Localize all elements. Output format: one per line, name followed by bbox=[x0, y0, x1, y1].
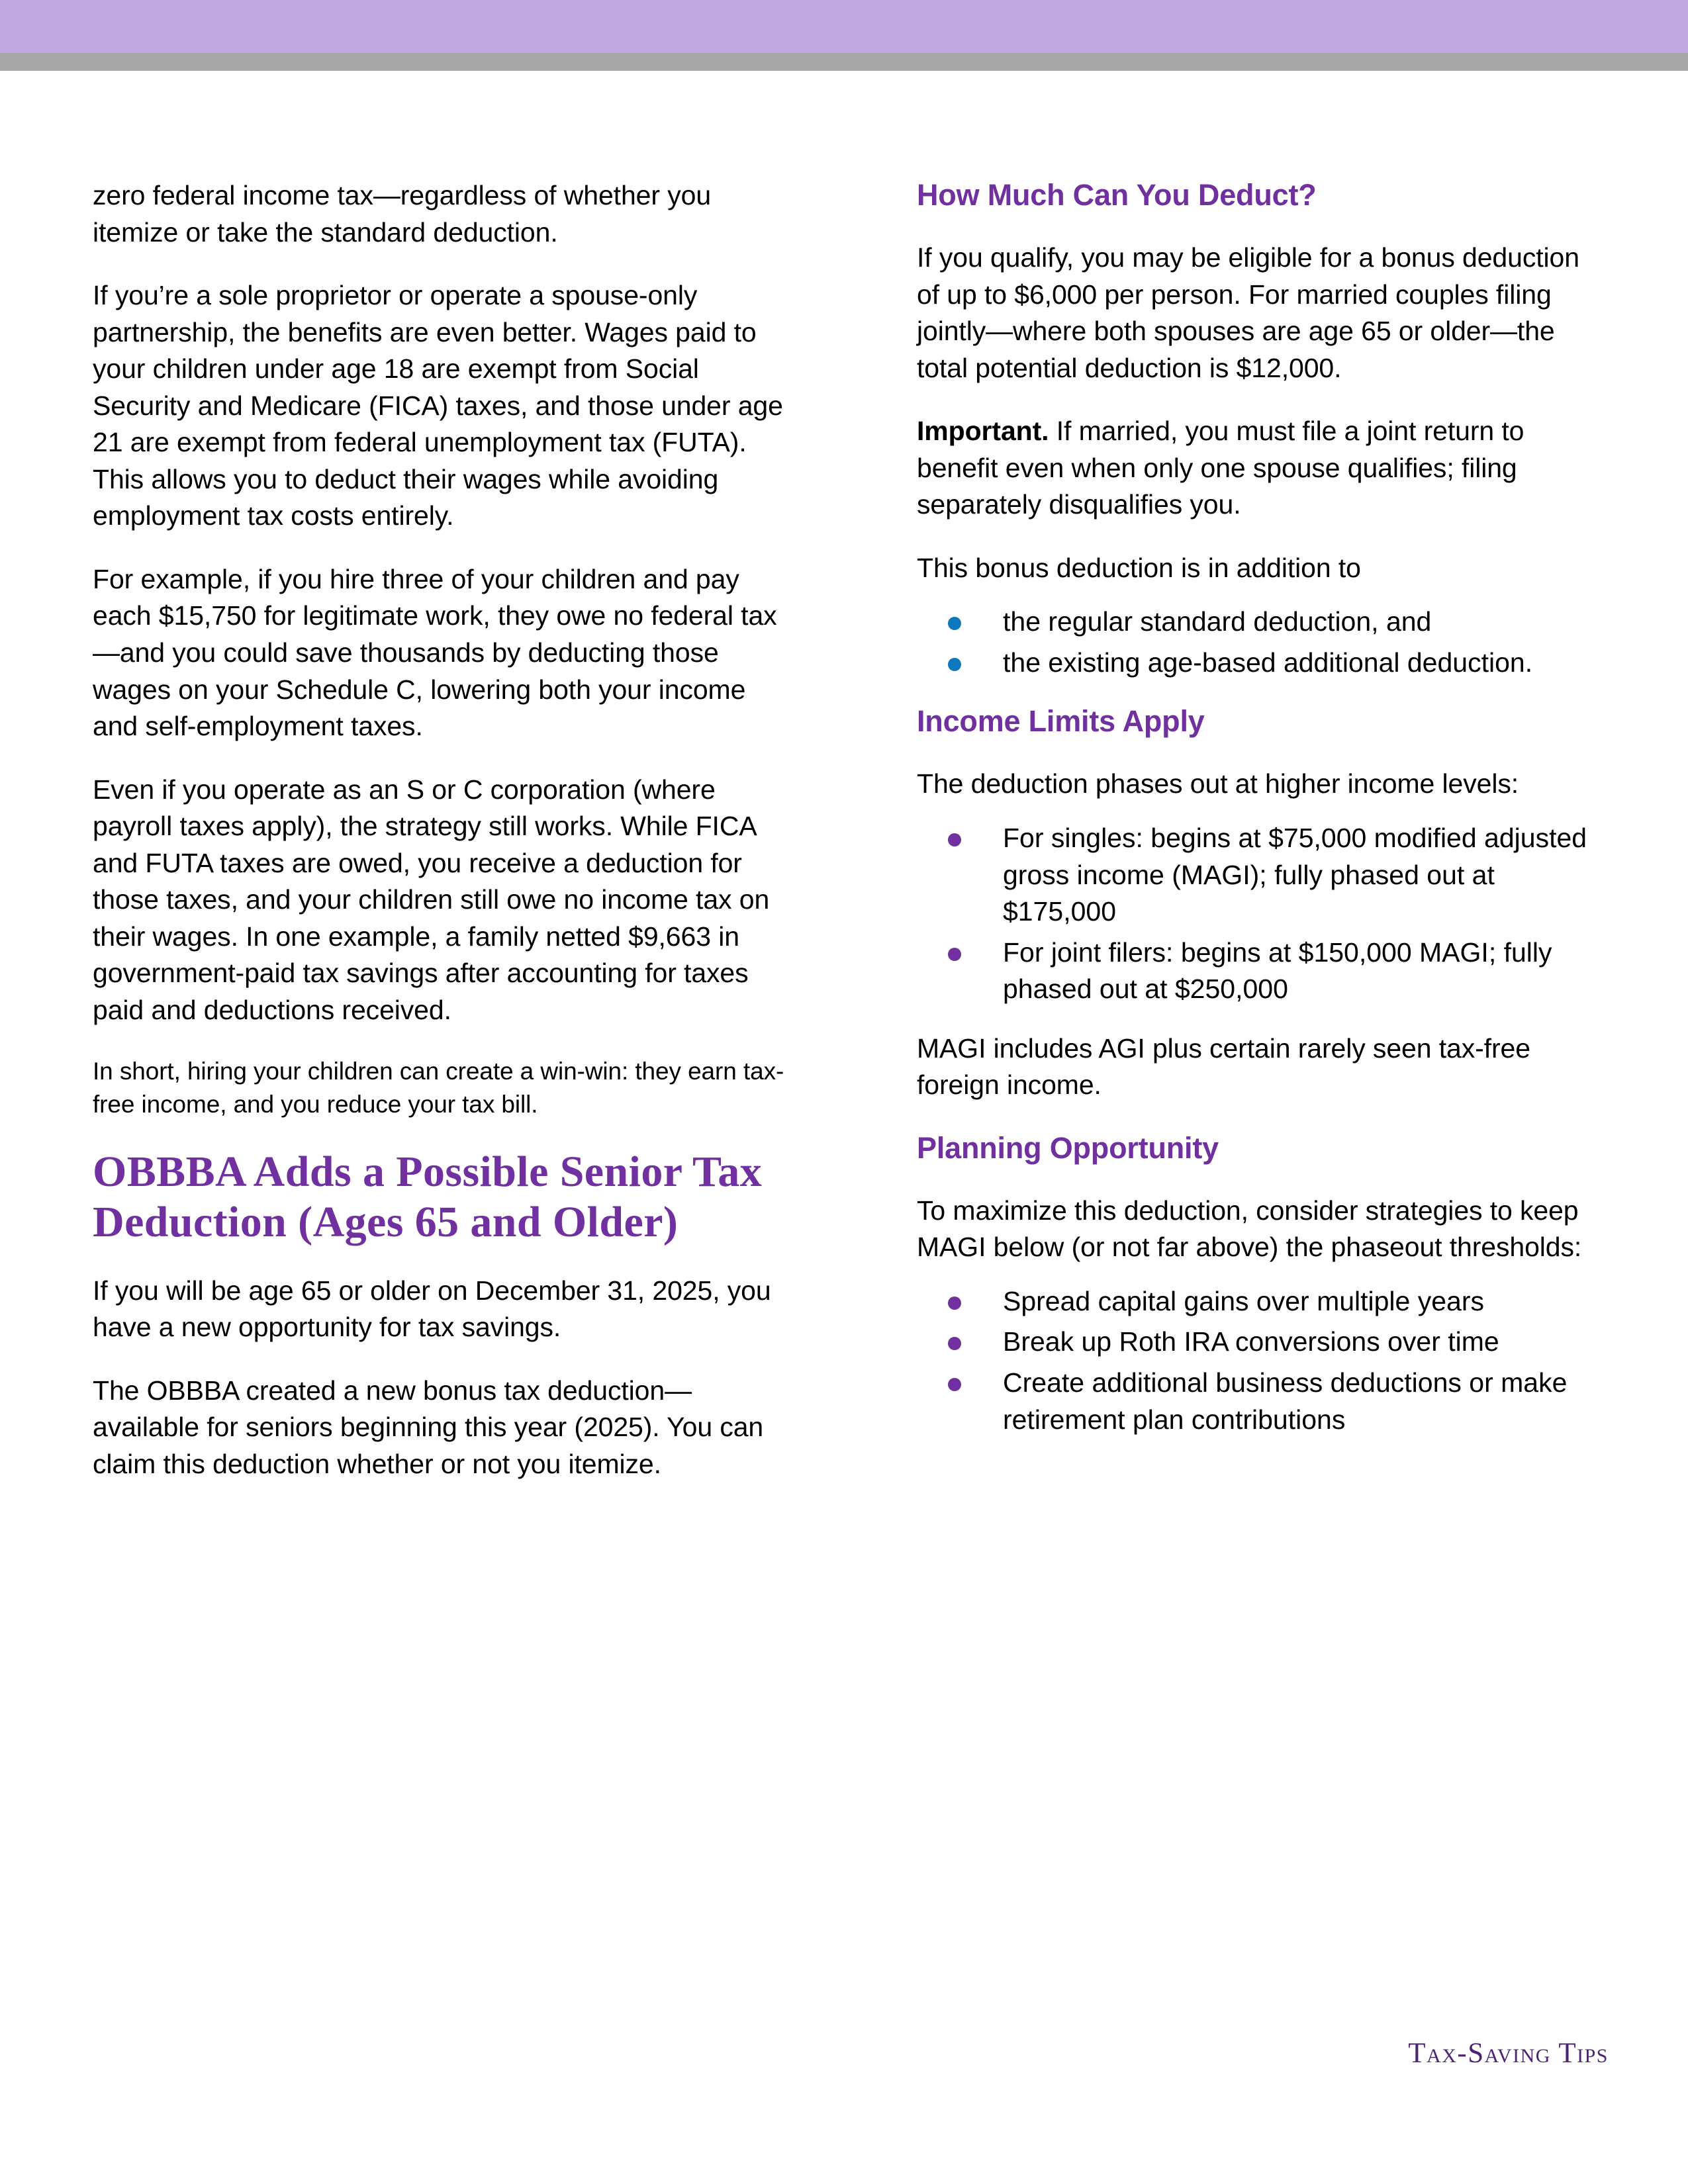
header-band-gray bbox=[0, 53, 1688, 71]
paragraph-example-hire-children: For example, if you hire three of your children and pay each $15,750 for legitimate work, they owe no federal tax—and you could save thousands by deducting those wages on your Schedule C, lowering both your income and self-employment taxes. bbox=[93, 563, 777, 742]
paragraph-magi-definition: MAGI includes AGI plus certain rarely seen tax-free foreign income. bbox=[917, 1032, 1530, 1101]
list-item bbox=[917, 820, 1609, 931]
bullet-dot-icon bbox=[948, 1337, 961, 1350]
list-item bbox=[917, 645, 1609, 682]
header-band-lavender bbox=[0, 0, 1688, 53]
paragraph-maximize-deduction-lead-in: To maximize this deduction, consider strategies to keep MAGI below (or not far above) the phaseout thresholds: bbox=[917, 1195, 1582, 1263]
list-item-label: the existing age-based additional deduction. bbox=[1003, 647, 1533, 678]
section-heading-how-much-can-you-deduct: How Much Can You Deduct? bbox=[917, 178, 1317, 212]
section-heading-income-limits-apply: Income Limits Apply bbox=[917, 704, 1205, 739]
two-column-body bbox=[93, 177, 1609, 1509]
bullet-dot-icon bbox=[948, 833, 961, 846]
article-heading-obbba-senior-deduction: OBBBA Adds a Possible Senior Tax Deduction (Ages 65 and Older) bbox=[93, 1147, 763, 1246]
footer-publication-name: Tax-Saving Tips bbox=[1408, 2038, 1609, 2069]
list-item bbox=[917, 1365, 1609, 1438]
section-heading-planning-opportunity: Planning Opportunity bbox=[917, 1130, 1219, 1165]
list-item bbox=[917, 1324, 1609, 1361]
list-item-label: Create additional business deductions or make retirement plan contributions bbox=[1003, 1367, 1568, 1435]
list-item-label: Break up Roth IRA conversions over time bbox=[1003, 1326, 1499, 1357]
paragraph-phaseout-lead-in: The deduction phases out at higher income levels: bbox=[917, 768, 1519, 799]
paragraph-obbba-bonus-deduction: The OBBBA created a new bonus tax deduction—available for seniors beginning this year (2025). You can claim this deduction whether or not you itemize. bbox=[93, 1375, 764, 1479]
list-item-label: For singles: begins at $75,000 modified adjusted gross income (MAGI); fully phased out at $175,000 bbox=[1003, 823, 1587, 927]
paragraph-important-joint-return bbox=[917, 413, 1609, 523]
paragraph-in-short-summary: In short, hiring your children can create a win-win: they earn tax-free income, and you reduce your tax bill. bbox=[93, 1058, 784, 1118]
bullet-dot-icon bbox=[948, 658, 961, 671]
list-item bbox=[917, 604, 1609, 641]
list-item-label: Spread capital gains over multiple years bbox=[1003, 1285, 1484, 1316]
paragraph-sole-proprietor: If you’re a sole proprietor or operate a spouse-only partnership, the benefits are even better. Wages paid to your children under age 18 are exempt from Social Security and Medicare (FICA) taxes, and those under age 21 are exempt from federal unemployment tax (FUTA). This allows you to deduct their wages while avoiding employment tax costs entirely. bbox=[93, 280, 783, 531]
bullet-dot-icon bbox=[948, 617, 961, 630]
paragraph-continuation: zero federal income tax—regardless of whether you itemize or take the standard deduction. bbox=[93, 180, 712, 248]
list-item bbox=[917, 1283, 1609, 1320]
list-item-label: For joint filers: begins at $150,000 MAGI; fully phased out at $250,000 bbox=[1003, 936, 1552, 1005]
important-body: If married, you must file a joint return to benefit even when only one spouse qualifies; filing separately disqualifies you. bbox=[917, 416, 1524, 520]
bullet-dot-icon bbox=[948, 1297, 961, 1310]
bullet-dot-icon bbox=[948, 948, 961, 961]
paragraph-age-65-opportunity: If you will be age 65 or older on December 31, 2025, you have a new opportunity for tax savings. bbox=[93, 1275, 771, 1343]
bullet-list-planning-strategies bbox=[917, 1283, 1609, 1438]
list-item-label: the regular standard deduction, and bbox=[1003, 606, 1432, 637]
paragraph-bonus-in-addition-lead-in: This bonus deduction is in addition to bbox=[917, 552, 1361, 583]
paragraph-s-or-c-corporation: Even if you operate as an S or C corporation (where payroll taxes apply), the strategy still works. While FICA and FUTA taxes are owed, you receive a deduction for those taxes, and your children still owe no income tax on their wages. In one example, a family netted $9,663 in government-paid tax savings after accounting for taxes paid and deductions received. bbox=[93, 774, 770, 1025]
bullet-dot-icon bbox=[948, 1378, 961, 1391]
important-label: Important. bbox=[917, 416, 1049, 447]
right-column bbox=[917, 177, 1609, 1461]
list-item bbox=[917, 934, 1609, 1008]
left-column bbox=[93, 177, 784, 1509]
bullet-list-in-addition-to bbox=[917, 604, 1609, 681]
paragraph-bonus-deduction-amounts: If you qualify, you may be eligible for a bonus deduction of up to $6,000 per person. For married couples filing jointly—where both spouses are age 65 or older—the total potential deduction is $12,000. bbox=[917, 242, 1579, 383]
bullet-list-income-limits bbox=[917, 820, 1609, 1008]
